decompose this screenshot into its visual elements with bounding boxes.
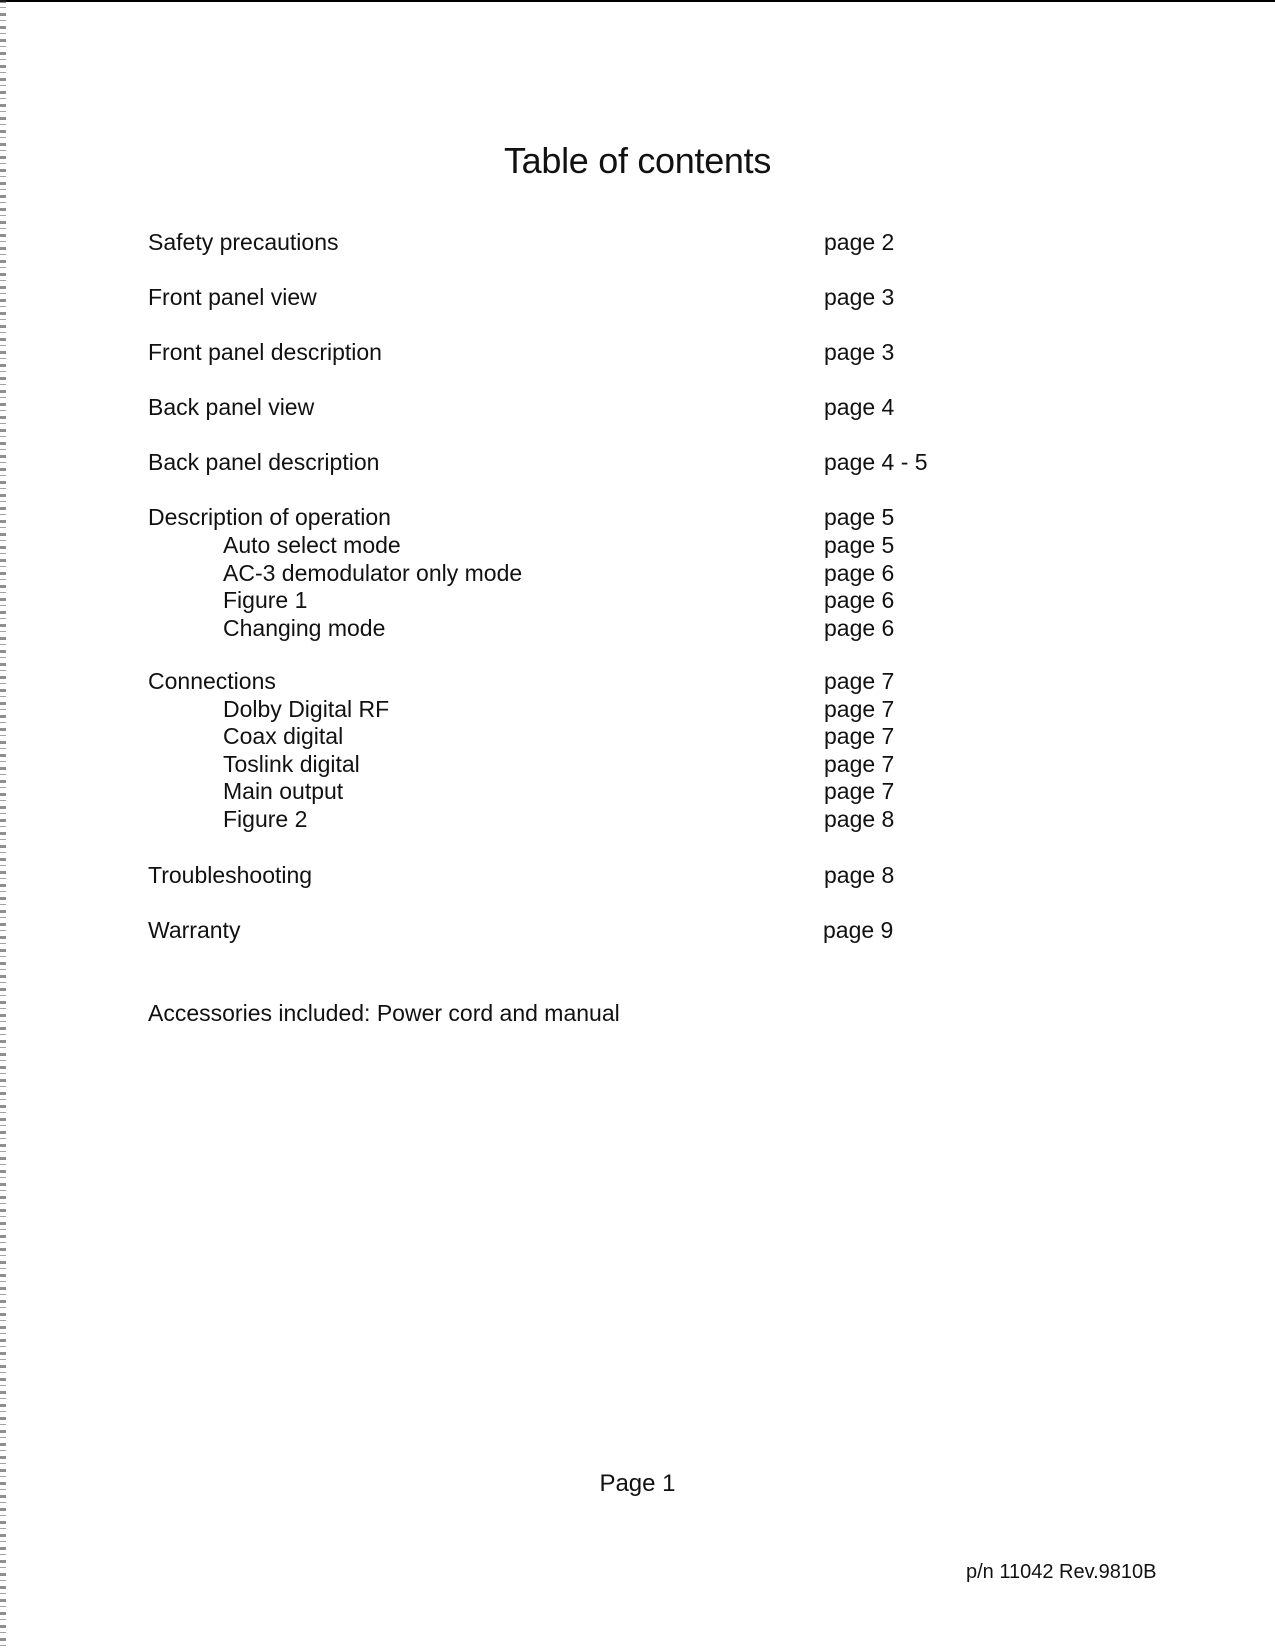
toc-row [148,228,948,257]
toc-page: page 2 [824,229,895,255]
toc-page: page 6 [824,559,895,586]
accessories-note: Accessories included: Power cord and manual [148,1000,620,1026]
toc-page: page 7 [824,750,895,777]
toc-entry-connections [148,668,948,833]
toc-row [148,448,948,477]
toc-subrow [148,532,948,560]
toc-row [148,668,948,696]
toc-entry-back-panel-view [148,393,948,422]
toc-label: Dolby Digital RF [223,695,390,722]
toc-label: Connections [148,668,276,694]
toc-page: page 9 [823,917,894,943]
toc-subrow [148,806,948,834]
toc-label: Auto select mode [223,532,401,558]
toc-page: page 8 [824,862,895,888]
toc-row [148,916,948,945]
toc-subrow [148,587,948,615]
toc-entry-troubleshooting [148,861,948,890]
toc-label: Back panel description [148,449,380,475]
toc-page: page 7 [824,778,895,804]
toc-page: page 6 [824,614,895,641]
toc-entry-description-of-operation [148,503,948,642]
toc-entry-back-panel-description [148,448,948,477]
toc-label: Figure 2 [223,805,308,832]
toc-page: page 7 [824,668,895,694]
toc-label: Front panel view [148,284,317,310]
toc-page: page 7 [824,695,895,722]
scan-edge-top [0,0,1275,2]
toc-label: Main output [223,778,344,804]
toc-subrow [148,615,948,643]
toc-row [148,861,948,890]
page-number: Page 1 [599,1470,676,1497]
scan-edge-left [0,0,6,1650]
toc-entry-front-panel-description [148,338,948,367]
part-number: p/n 11042 Rev.9810B [966,1561,1157,1583]
toc-subrow [148,751,948,779]
toc-label: Figure 1 [223,587,308,613]
toc-label: Toslink digital [223,750,360,777]
toc-label: Safety precautions [148,229,339,255]
toc-entry-warranty [148,916,948,945]
toc-row [148,503,948,532]
toc-label: Troubleshooting [148,862,313,888]
toc-entry-safety-precautions [148,228,948,257]
toc-subrow [148,696,948,724]
toc-page: page 4 - 5 [824,449,928,475]
page-title: Table of contents [503,140,772,181]
toc-label: Changing mode [223,614,386,641]
toc-page: page 5 [824,532,895,558]
toc-page: page 6 [824,587,895,613]
toc-row [148,338,948,367]
toc-label: Back panel view [148,394,315,420]
toc-label: Description of operation [148,504,391,530]
toc-page: page 5 [824,504,895,530]
toc-subrow [148,560,948,588]
toc-page: page 3 [824,284,895,310]
toc-entry-front-panel-view [148,283,948,312]
toc-subrow [148,723,948,751]
toc-row [148,393,948,422]
toc-subrow [148,778,948,806]
toc-page: page 8 [824,805,895,832]
toc-page: page 3 [824,339,895,365]
toc-page: page 7 [824,723,895,749]
toc-row [148,283,948,312]
toc-label: Front panel description [148,339,382,365]
toc-page: page 4 [824,394,895,420]
toc-label: Coax digital [223,723,344,749]
toc-label: AC-3 demodulator only mode [223,559,523,586]
toc-label: Warranty [148,917,241,943]
